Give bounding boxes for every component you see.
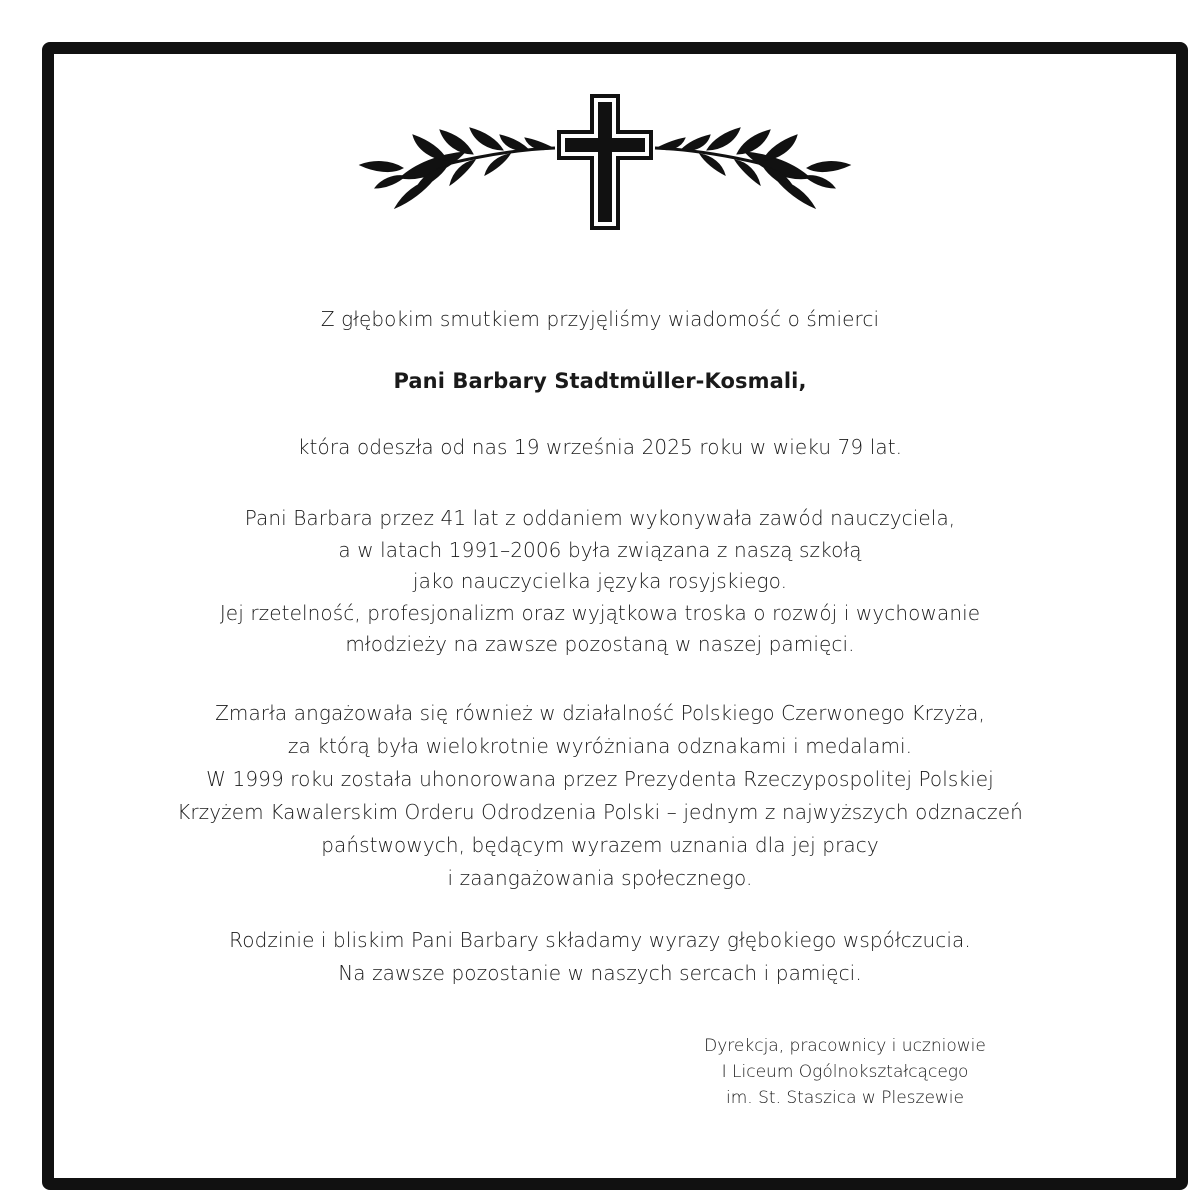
ornament [355, 90, 855, 235]
signature-line: Dyrekcja, pracownicy i uczniowie [704, 1036, 986, 1056]
paragraph-line: i zaangażowania społecznego. [447, 866, 753, 890]
paragraph-line: państwowych, będącym wyrazem uznania dla jej pracy [321, 833, 879, 857]
paragraph-line: Jej rzetelność, profesjonalizm oraz wyjątkowa troska o rozwój i wychowanie [219, 600, 981, 625]
date-of-death-text: która odeszła od nas 19 września 2025 roku w wieku 79 lat. [297, 435, 903, 459]
career-paragraph [0, 503, 1200, 661]
paragraph-line: Zmarła angażowała się również w działalność Polskiego Czerwonego Krzyża, [215, 701, 985, 725]
intro-text: Z głębokim smutkiem przyjęliśmy wiadomość o śmierci [320, 307, 880, 331]
condolence-paragraph [0, 924, 1200, 990]
olive-branch-right-icon [655, 128, 850, 208]
paragraph-line: młodzieży na zawsze pozostaną w naszej pamięci. [345, 632, 855, 656]
paragraph-line: a w latach 1991–2006 była związana z naszą szkołą [338, 537, 862, 562]
paragraph-line: W 1999 roku została uhonorowana przez Prezydenta Rzeczypospolitej Polskiej [206, 767, 994, 791]
paragraph-line: Pani Barbara przez 41 lat z oddaniem wykonywała zawód nauczyciela, [244, 506, 956, 530]
signature-line: I Liceum Ogólnokształcącego [721, 1062, 969, 1082]
olive-branch-left-icon [360, 128, 555, 208]
paragraph-line: Na zawsze pozostanie w naszych sercach i pamięci. [338, 961, 862, 985]
red-cross-paragraph [0, 697, 1200, 895]
paragraph-line: jako nauczycielka języka rosyjskiego. [412, 569, 788, 593]
paragraph-line: za którą była wielokrotnie wyróżniana odznakami i medalami. [287, 734, 913, 758]
deceased-name: Pani Barbary Stadtmüller-Kosmali, [393, 369, 807, 393]
signature-line: im. St. Staszica w Pleszewie [726, 1088, 964, 1108]
cross-icon [557, 94, 653, 230]
paragraph-line: Krzyżem Kawalerskim Orderu Odrodzenia Polski – jednym z najwyższych odznaczeń [177, 800, 1023, 824]
signature-block [640, 1033, 1050, 1111]
paragraph-line: Rodzinie i bliskim Pani Barbary składamy wyrazy głębokiego współczucia. [229, 928, 971, 952]
